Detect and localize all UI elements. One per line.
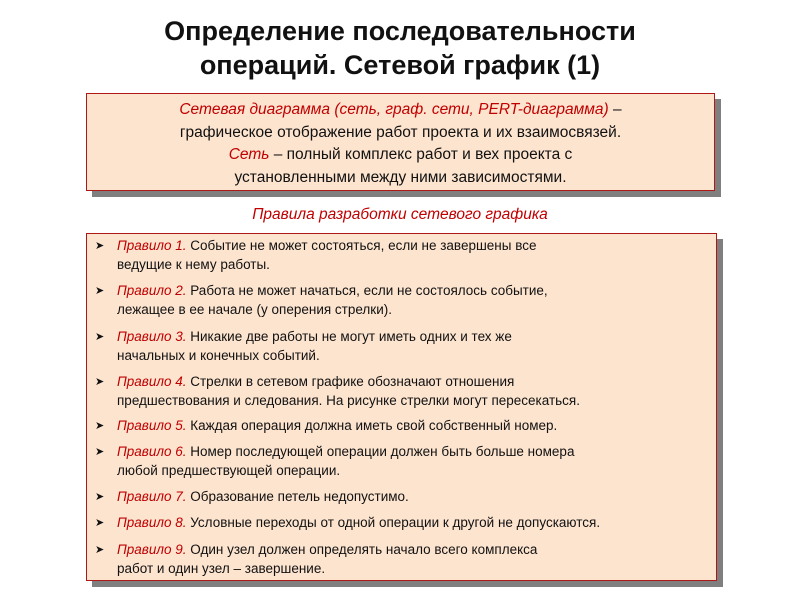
- rule-text: [117, 541, 537, 578]
- rule-text: [117, 328, 512, 365]
- definition-line: установленными между ними зависимостями.: [234, 168, 567, 186]
- rules-heading: Правила разработки сетевого графика: [252, 206, 548, 223]
- rule-item: [95, 541, 537, 578]
- rule-text: [117, 514, 600, 533]
- arrow-bullet-icon: ➤: [95, 491, 105, 503]
- rule-item: [95, 514, 600, 533]
- rule-text: [117, 488, 409, 507]
- rule-label: Правило 4.: [117, 374, 187, 389]
- definition-line: [87, 144, 714, 167]
- rule-label: Правило 1.: [117, 238, 187, 253]
- rule-item: [95, 373, 580, 410]
- arrow-bullet-icon: ➤: [95, 446, 105, 458]
- rule-item: [95, 488, 409, 507]
- rule-line: Работа не может начаться, если не состоялось событие,: [190, 283, 548, 298]
- rule-item: [95, 417, 557, 436]
- definition-line: [87, 99, 714, 122]
- rule-line: работ и один узел – завершение.: [117, 560, 326, 576]
- definition-line: графическое отображение работ проекта и их взаимосвязей.: [179, 123, 622, 141]
- term-network: Сеть: [228, 146, 270, 163]
- rule-text: [117, 282, 548, 319]
- rule-text: [117, 443, 574, 480]
- arrow-bullet-icon: ➤: [95, 240, 105, 252]
- rule-line: любой предшествующей операции.: [117, 462, 341, 478]
- arrow-bullet-icon: ➤: [95, 285, 105, 297]
- rule-line: Каждая операция должна иметь свой собственный номер.: [190, 418, 558, 433]
- rule-line: лежащее в ее начале (у оперения стрелки).: [117, 301, 392, 317]
- arrow-bullet-icon: ➤: [95, 544, 105, 556]
- definition-text: – полный комплекс работ и вех проекта с: [269, 146, 573, 163]
- rule-item: [95, 237, 537, 274]
- rule-item: [95, 328, 512, 365]
- arrow-bullet-icon: ➤: [95, 376, 105, 388]
- definition-box: [86, 93, 715, 191]
- arrow-bullet-icon: ➤: [95, 331, 105, 343]
- slide-title: [0, 14, 800, 82]
- rule-label: Правило 8.: [117, 515, 187, 530]
- term-network-diagram: Сетевая диаграмма (сеть, граф. сети, PERT-диаграмма): [179, 101, 609, 118]
- rule-item: [95, 282, 548, 319]
- title-line: операций. Сетевой график (1): [199, 50, 601, 80]
- rule-label: Правило 9.: [117, 542, 187, 557]
- rules-box: [86, 233, 717, 581]
- rule-line: Один узел должен определять начало всего комплекса: [190, 542, 538, 557]
- rule-text: [117, 237, 537, 274]
- rule-line: Образование петель недопустимо.: [190, 489, 409, 504]
- dash: –: [608, 101, 622, 118]
- rule-label: Правило 7.: [117, 489, 187, 504]
- title-line: Определение последовательности: [164, 16, 636, 46]
- rule-text: [117, 417, 557, 436]
- rule-line: ведущие к нему работы.: [117, 256, 270, 272]
- rule-line: Событие не может состояться, если не завершены все: [190, 238, 537, 253]
- rule-line: начальных и конечных событий.: [117, 347, 320, 363]
- arrow-bullet-icon: ➤: [95, 420, 105, 432]
- rule-text: [117, 373, 580, 410]
- rule-line: Никакие две работы не могут иметь одних и тех же: [190, 329, 512, 344]
- rule-line: Стрелки в сетевом графике обозначают отношения: [190, 374, 515, 389]
- rule-label: Правило 3.: [117, 329, 187, 344]
- rule-label: Правило 2.: [117, 283, 187, 298]
- rule-label: Правило 6.: [117, 444, 187, 459]
- rule-line: предшествования и следования. На рисунке стрелки могут пересекаться.: [117, 392, 580, 408]
- rule-line: Номер последующей операции должен быть больше номера: [190, 444, 575, 459]
- rule-label: Правило 5.: [117, 418, 187, 433]
- rule-line: Условные переходы от одной операции к другой не допускаются.: [190, 515, 601, 530]
- rule-item: [95, 443, 574, 480]
- arrow-bullet-icon: ➤: [95, 517, 105, 529]
